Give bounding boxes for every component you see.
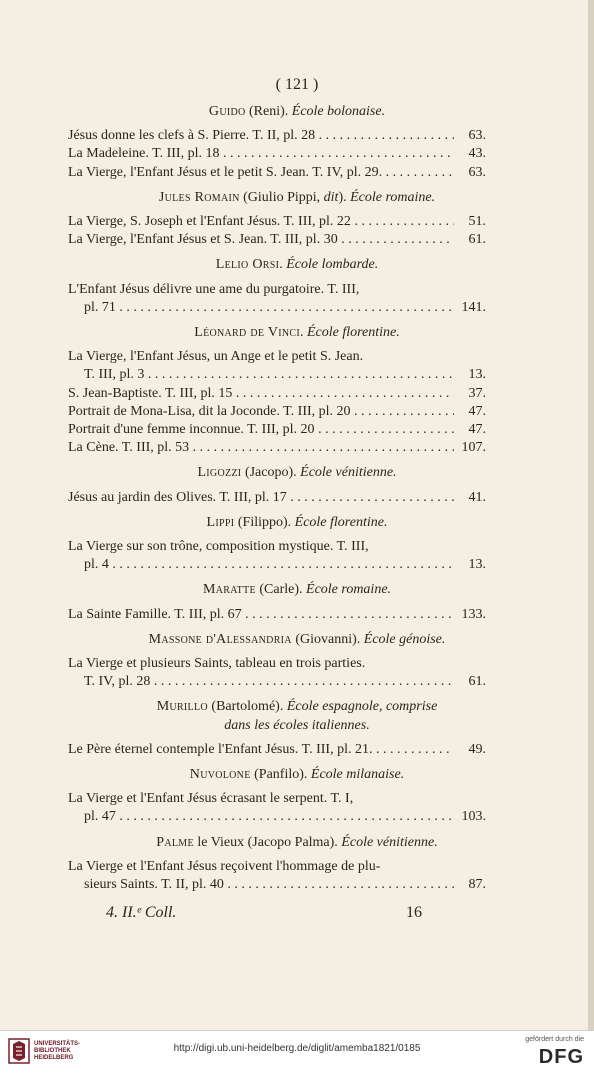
entry-page: 41. <box>468 489 486 505</box>
index-entry <box>68 281 486 317</box>
entry-title: T. III, pl. 3 . . . <box>84 366 454 384</box>
school-name: École vénitienne. <box>300 465 397 481</box>
entry-line <box>68 673 486 691</box>
entry-line <box>68 858 486 876</box>
school-name-continued: dans les écoles italiennes. <box>224 717 370 733</box>
school-name: École florentine. <box>306 325 400 340</box>
artist-name: Nuvolone <box>189 767 251 782</box>
index-entry <box>68 403 486 421</box>
artist-details-end: ). <box>338 189 351 205</box>
entry-line <box>68 655 486 673</box>
entry-title: Jésus au jardin des Olives. T. III, pl. 17 . . . <box>68 489 454 507</box>
entry-line <box>68 231 486 249</box>
footer-signature: 4. II.ᵉ Coll. <box>106 904 177 921</box>
entry-page: 141. <box>461 299 486 315</box>
artist-details: (Giovanni). <box>291 631 364 647</box>
entry-title: La Vierge et l'Enfant Jésus écrasant le serpent. T. I, <box>68 791 354 807</box>
artist-details: (Jacopo). <box>241 465 301 481</box>
logo-line-1: UNIVERSITÄTS- <box>34 1040 81 1047</box>
entry-page: 87. <box>468 876 486 892</box>
entry-title: Jésus donne les clefs à S. Pierre. T. II, pl. 28 . . . <box>68 127 454 145</box>
entry-title: La Vierge sur son trône, composition mystique. T. III, <box>68 539 369 554</box>
entry-page: 61. <box>468 674 486 689</box>
artist-details: (Giulio Pippi, <box>239 189 324 205</box>
entry-line <box>68 403 486 421</box>
index-entry <box>68 231 486 249</box>
entry-title: L'Enfant Jésus délivre une ame du purgatoire. T. III, <box>68 281 360 297</box>
school-name: École florentine. <box>294 514 388 530</box>
entry-line <box>68 281 486 299</box>
index-entry <box>68 164 486 182</box>
entry-title: Portrait de Mona-Lisa, dit la Joconde. T. III, pl. 20 . . . <box>68 403 454 421</box>
entry-page: 51. <box>468 214 486 229</box>
entry-line <box>68 876 486 894</box>
entry-line <box>68 145 486 163</box>
section-heading <box>60 103 534 121</box>
entry-page: 43. <box>468 146 486 162</box>
section-heading <box>60 256 534 274</box>
entry-line <box>68 741 486 759</box>
index-entry <box>68 606 486 624</box>
logo-line-3: HEIDELBERG <box>34 1054 74 1061</box>
entry-page: 47. <box>468 403 486 419</box>
school-name: École espagnole, comprise <box>286 699 438 715</box>
artist-name: Ligozzi <box>197 465 242 481</box>
entry-page: 63. <box>468 164 486 180</box>
artist-name: Lelio Orsi <box>215 257 280 273</box>
artist-details: le Vieux (Jacopo Palma). <box>193 834 342 850</box>
entry-title: pl. 4 . . . <box>84 556 454 574</box>
entry-title: La Vierge et plusieurs Saints, tableau en trois parties. <box>68 656 366 671</box>
section-heading <box>60 631 534 649</box>
entry-page: 63. <box>468 128 486 144</box>
artist-name: Murillo <box>156 699 208 715</box>
entry-page: 133. <box>461 606 486 622</box>
entry-page: 107. <box>461 440 486 456</box>
section-heading <box>60 514 534 532</box>
section-heading <box>60 698 534 716</box>
artist-details: (Bartolomé). <box>207 699 287 715</box>
section-heading <box>60 324 534 342</box>
entry-line <box>68 366 486 384</box>
entry-title: T. IV, pl. 28 . . . <box>84 673 454 691</box>
page-footer <box>106 904 436 922</box>
entry-line <box>68 348 486 366</box>
entry-line <box>68 127 486 145</box>
artist-name: Lippi <box>206 514 235 530</box>
entry-title: La Sainte Famille. T. III, pl. 67 . . . <box>68 606 454 624</box>
section-heading <box>60 464 534 482</box>
entry-page: 47. <box>468 422 486 437</box>
entry-title: Le Père éternel contemple l'Enfant Jésus. T. III, pl. 21. . . . <box>68 741 454 759</box>
artist-details: . <box>279 257 287 273</box>
entry-line <box>68 164 486 182</box>
entry-line <box>68 538 486 556</box>
artist-name: Jules Romain <box>158 189 240 205</box>
school-name: École génoise. <box>363 631 446 647</box>
entry-title: La Cène. T. III, pl. 53 . . . <box>68 439 454 457</box>
entry-title: Portrait d'une femme inconnue. T. III, pl. 20 . . . <box>68 421 454 439</box>
entry-page: 37. <box>468 385 486 401</box>
dfg-logo[interactable]: DFG <box>538 1046 584 1068</box>
school-name: École romaine. <box>350 189 436 205</box>
artist-details-italic: dit <box>323 189 339 205</box>
artist-name: Léonard de Vinci <box>194 325 300 340</box>
artist-name: Palme <box>156 834 194 850</box>
funding-note: gefördert durch die <box>525 1036 584 1043</box>
entry-line <box>68 556 486 574</box>
entry-page: 13. <box>468 557 486 572</box>
page-number: ( 121 ) <box>275 76 319 93</box>
artist-details: (Reni). <box>245 104 292 119</box>
index-entry <box>68 538 486 574</box>
index-entry <box>68 741 486 759</box>
entry-title: La Madeleine. T. III, pl. 18 . . . <box>68 145 454 163</box>
entry-title: La Vierge, S. Joseph et l'Enfant Jésus. T. III, pl. 22 . . . <box>68 213 454 231</box>
entry-title: pl. 47 . . . <box>84 808 454 826</box>
entry-line <box>68 790 486 808</box>
entry-title: S. Jean-Baptiste. T. III, pl. 15 . . . <box>68 385 454 403</box>
entry-page: 103. <box>461 809 486 825</box>
index-entry <box>68 655 486 691</box>
index-entry <box>68 790 486 826</box>
permalink-url[interactable]: http://digi.ub.uni-heidelberg.de/diglit/amemba1821/0185 <box>173 1043 421 1054</box>
entry-line <box>68 606 486 624</box>
index-entry <box>68 489 486 507</box>
artist-details: (Filippo). <box>234 514 295 530</box>
school-name: École vénitienne. <box>341 834 438 850</box>
logo-line-2: BIBLIOTHEK <box>34 1047 71 1054</box>
index-entry <box>68 439 486 457</box>
section-heading <box>60 766 534 784</box>
entry-title: La Vierge et l'Enfant Jésus reçoivent l'hommage de plu- <box>68 858 381 874</box>
entry-title: pl. 71 . . . <box>84 299 454 317</box>
entry-title: La Vierge, l'Enfant Jésus et le petit S. Jean. T. IV, pl. 29. . . . <box>68 164 454 182</box>
footer-number: 16 <box>406 904 422 921</box>
entry-line <box>68 299 486 317</box>
entry-page: 13. <box>468 367 486 383</box>
school-name: École milanaise. <box>310 767 405 782</box>
index-entry <box>68 348 486 384</box>
school-name: École lombarde. <box>286 257 379 273</box>
artist-details: . <box>299 325 307 340</box>
school-name: École romaine. <box>306 582 392 598</box>
entry-line <box>68 489 486 507</box>
artist-name: Guido <box>208 104 246 119</box>
index-entry <box>68 858 486 894</box>
entry-line <box>68 213 486 231</box>
section-heading <box>60 189 534 207</box>
artist-details: (Carle). <box>255 582 307 598</box>
entry-line <box>68 808 486 826</box>
index-entry <box>68 213 486 231</box>
entry-page: 49. <box>468 741 486 757</box>
entry-title: sieurs Saints. T. II, pl. 40 . . . <box>84 876 454 894</box>
entry-page: 61. <box>468 232 486 248</box>
index-entry <box>68 145 486 163</box>
artist-name: Massone d'Alessandria <box>148 631 292 647</box>
artist-details: (Panfilo). <box>250 767 311 782</box>
artist-name: Maratte <box>202 582 256 598</box>
entry-title: La Vierge, l'Enfant Jésus, un Ange et le petit S. Jean. <box>68 349 364 365</box>
index-entry <box>68 385 486 403</box>
section-heading <box>60 581 534 599</box>
index-entry <box>68 127 486 145</box>
entry-line <box>68 421 486 439</box>
index-entry <box>68 421 486 439</box>
entry-title: La Vierge, l'Enfant Jésus et S. Jean. T. III, pl. 30 . . . <box>68 231 454 249</box>
entry-line <box>68 439 486 457</box>
section-heading <box>60 834 534 852</box>
entry-line <box>68 385 486 403</box>
school-name: École bolonaise. <box>291 104 386 119</box>
